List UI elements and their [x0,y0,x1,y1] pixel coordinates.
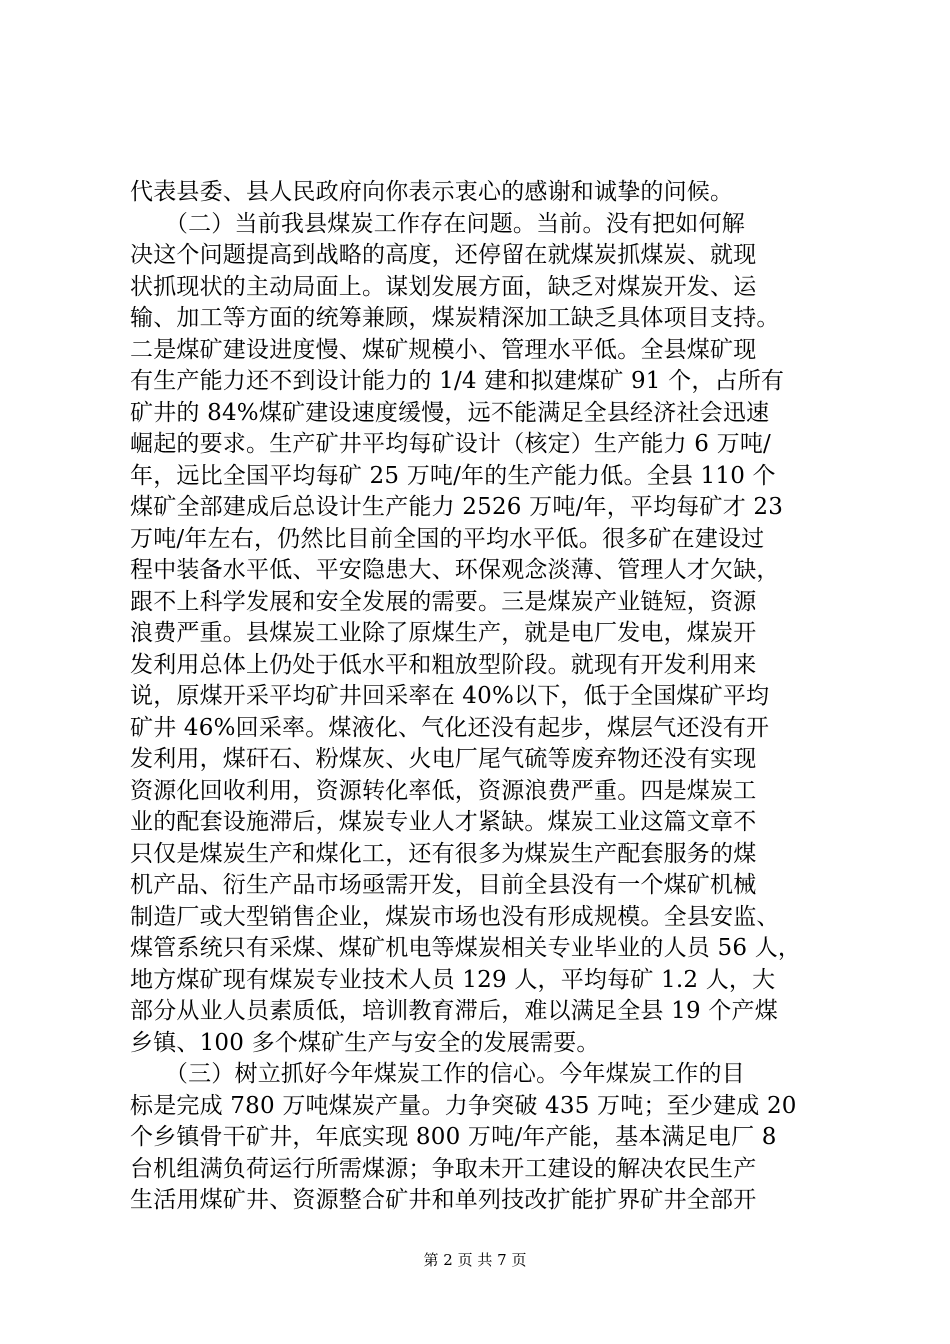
text-line: 决这个问题提高到战略的高度，还停留在就煤炭抓煤炭、就现 [130,242,757,268]
text-line: 矿井的 84%煤矿建设速度缓慢，远不能满足全县经济社会迅速 [130,399,770,426]
text-line: 年，远比全国平均每矿 25 万吨/年的生产能力低。全县 110 个 [130,462,776,489]
text-line: （二）当前我县煤炭工作存在问题。当前。没有把如何解 [130,210,745,237]
text-line: 台机组满负荷运行所需煤源；争取未开工建设的解决农民生产 [130,1155,757,1182]
text-line: 只仅是煤炭生产和煤化工，还有很多为煤炭生产配套服务的煤 [130,840,757,867]
text-line: 业的配套设施滞后，煤炭专业人才紧缺。煤炭工业这篇文章不 [130,809,757,835]
text-line: 乡镇、100 多个煤矿生产与安全的发展需要。 [130,1029,600,1056]
text-line: 制造厂或大型销售企业，煤炭市场也没有形成规模。全县安监、 [130,903,780,930]
text-line: 部分从业人员素质低，培训教育滞后，难以满足全县 19 个产煤 [130,998,778,1024]
page-footer: 第 2 页 共 7 页 [423,1251,527,1269]
text-line: 煤矿全部建成后总设计生产能力 2526 万吨/年，平均每矿才 23 [130,494,784,520]
text-line: 矿井 46%回采率。煤液化、气化还没有起步，煤层气还没有开 [130,714,770,741]
text-line: 煤管系统只有采煤、煤矿机电等煤炭相关专业毕业的人员 56 人， [130,935,802,961]
text-line: 有生产能力还不到设计能力的 1/4 建和拟建煤矿 91 个，占所有 [130,368,785,394]
text-line: 地方煤矿现有煤炭专业技术人员 129 人，平均每矿 1.2 人，大 [130,966,776,993]
text-line: 万吨/年左右，仍然比目前全国的平均水平低。很多矿在建设过 [130,525,765,552]
body-text [130,177,850,1217]
text-line: 状抓现状的主动局面上。谋划发展方面，缺乏对煤炭开发、运 [130,273,757,300]
text-line: 资源化回收利用，资源转化率低，资源浪费严重。四是煤炭工 [130,777,757,804]
text-line: 代表县委、县人民政府向你表示衷心的感谢和诚挚的问候。 [130,179,734,205]
text-line: 程中装备水平低、平安隐患大、环保观念淡薄、管理人才欠缺， [130,557,780,583]
text-line: 生活用煤矿井、资源整合矿井和单列技改扩能扩界矿井全部开 [130,1187,757,1213]
text-line: （三）树立抓好今年煤炭工作的信心。今年煤炭工作的目 [130,1061,745,1087]
text-line: 发利用，煤矸石、粉煤灰、火电厂尾气硫等废弃物还没有实现 [130,746,757,772]
text-line: 发利用总体上仍处于低水平和粗放型阶段。就现有开发利用来 [130,651,757,678]
text-line: 输、加工等方面的统筹兼顾，煤炭精深加工缺乏具体项目支持。 [130,305,780,331]
text-line: 跟不上科学发展和安全发展的需要。三是煤炭产业链短，资源 [130,588,757,615]
text-line: 崛起的要求。生产矿井平均每矿设计（核定）生产能力 6 万吨/ [130,431,772,457]
text-line: 个乡镇骨干矿井，年底实现 800 万吨/年产能，基本满足电厂 8 [130,1124,777,1150]
text-line: 浪费严重。县煤炭工业除了原煤生产，就是电厂发电，煤炭开 [130,620,757,646]
text-line: 二是煤矿建设进度慢、煤矿规模小、管理水平低。全县煤矿现 [130,336,757,363]
text-line: 说，原煤开采平均矿井回采率在 40%以下，低于全国煤矿平均 [130,683,770,709]
text-line: 机产品、衍生产品市场亟需开发，目前全县没有一个煤矿机械 [130,872,757,898]
text-line: 标是完成 780 万吨煤炭产量。力争突破 435 万吨；至少建成 20 [130,1092,797,1119]
